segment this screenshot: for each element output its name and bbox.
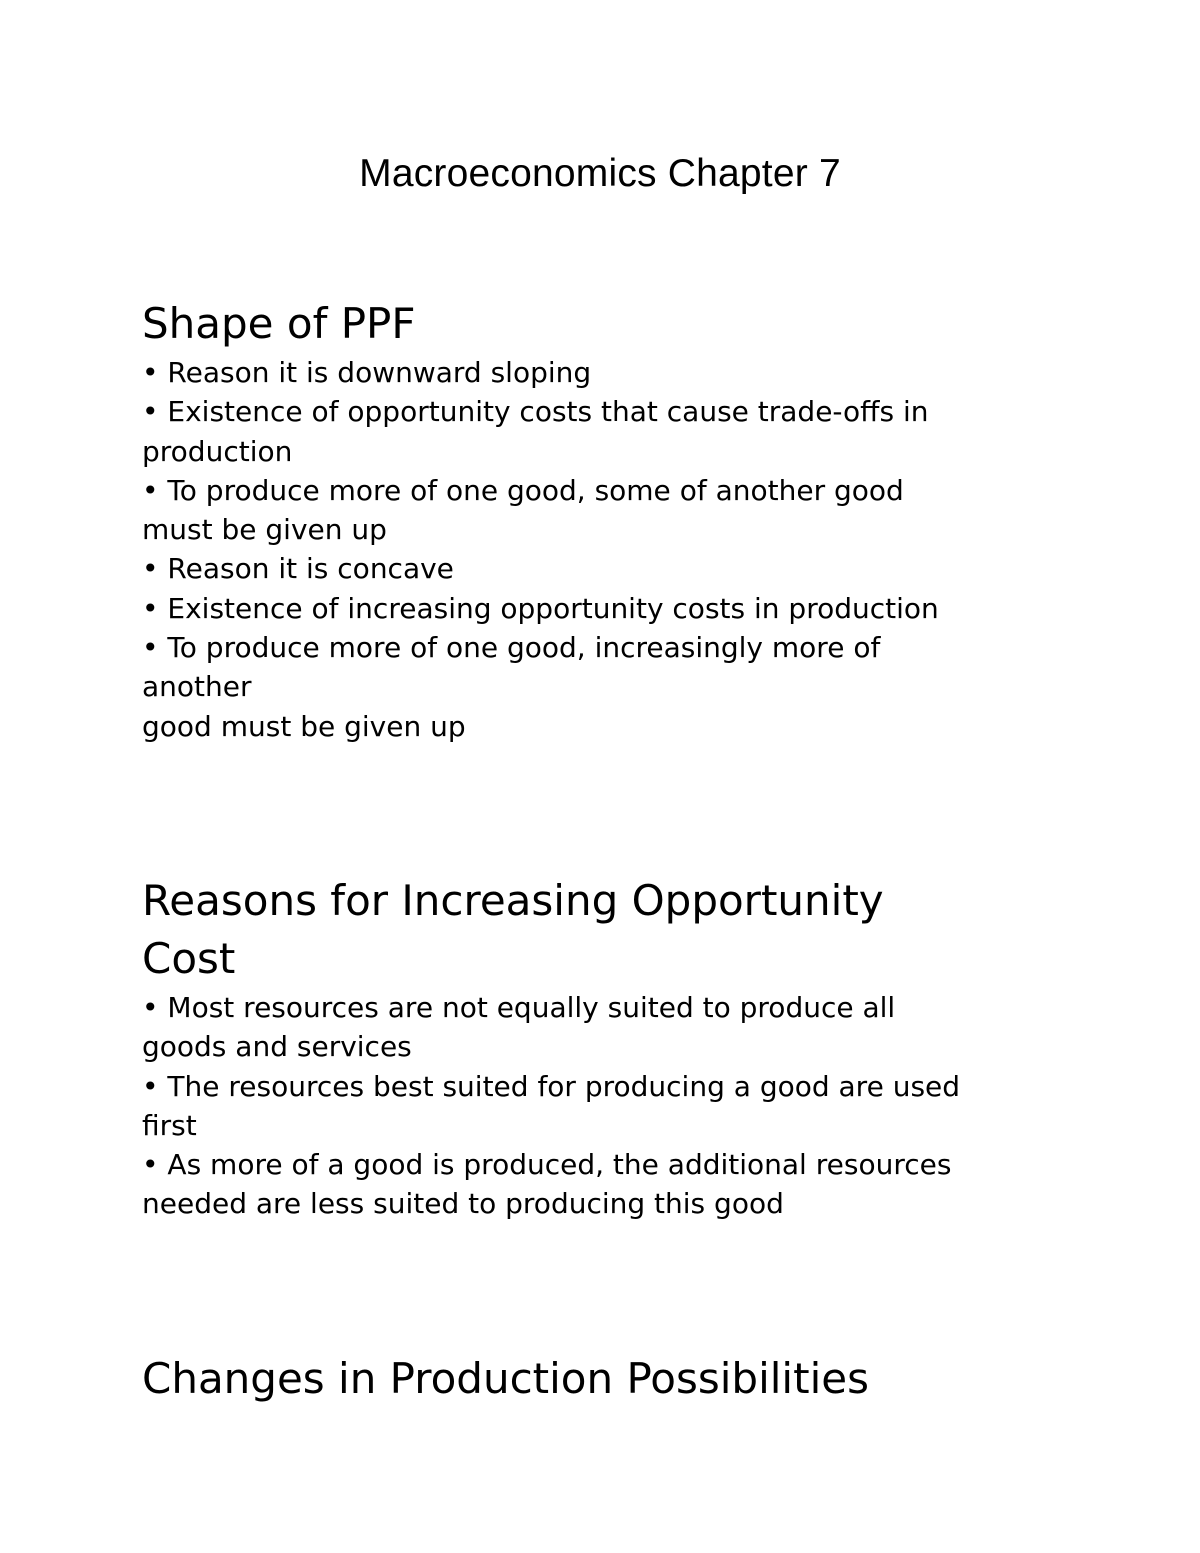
body-line: • Existence of increasing opportunity costs in production — [142, 591, 939, 625]
section-heading — [142, 295, 1072, 353]
heading-line: Shape of PPF — [142, 299, 416, 348]
body-line: another — [142, 670, 252, 704]
body-line: • The resources best suited for producing a good are used — [142, 1069, 961, 1103]
section-reasons-increasing-opportunity-cost — [142, 872, 1072, 1224]
body-line: must be given up — [142, 513, 387, 547]
body-line: • Reason it is downward sloping — [142, 356, 592, 389]
section-changes-in-production-possibilities — [142, 1350, 1072, 1408]
section-heading — [142, 872, 1072, 988]
section-body — [142, 353, 1072, 746]
section-body — [142, 988, 1072, 1224]
body-line: needed are less suited to producing this good — [142, 1187, 784, 1221]
body-line: good must be given up — [142, 709, 466, 743]
body-line: goods and services — [142, 1030, 412, 1064]
section-shape-of-ppf — [142, 295, 1072, 746]
body-line: • Reason it is concave — [142, 552, 454, 586]
section-heading — [142, 1350, 1072, 1408]
heading-line: Cost — [142, 934, 236, 983]
body-line: production — [142, 434, 293, 468]
body-line: • As more of a good is produced, the additional resources — [142, 1148, 952, 1182]
body-line: • To produce more of one good, increasingly more of — [142, 631, 881, 665]
heading-line: Changes in Production Possibilities — [142, 1354, 869, 1403]
document-title: Macroeconomics Chapter 7 — [359, 152, 841, 195]
body-line: • Most resources are not equally suited to produce all — [142, 991, 896, 1024]
body-line: first — [142, 1108, 197, 1142]
body-line: • Existence of opportunity costs that cause trade-offs in — [142, 395, 929, 429]
heading-line: Reasons for Increasing Opportunity — [142, 876, 884, 925]
body-line: • To produce more of one good, some of another good — [142, 473, 904, 507]
